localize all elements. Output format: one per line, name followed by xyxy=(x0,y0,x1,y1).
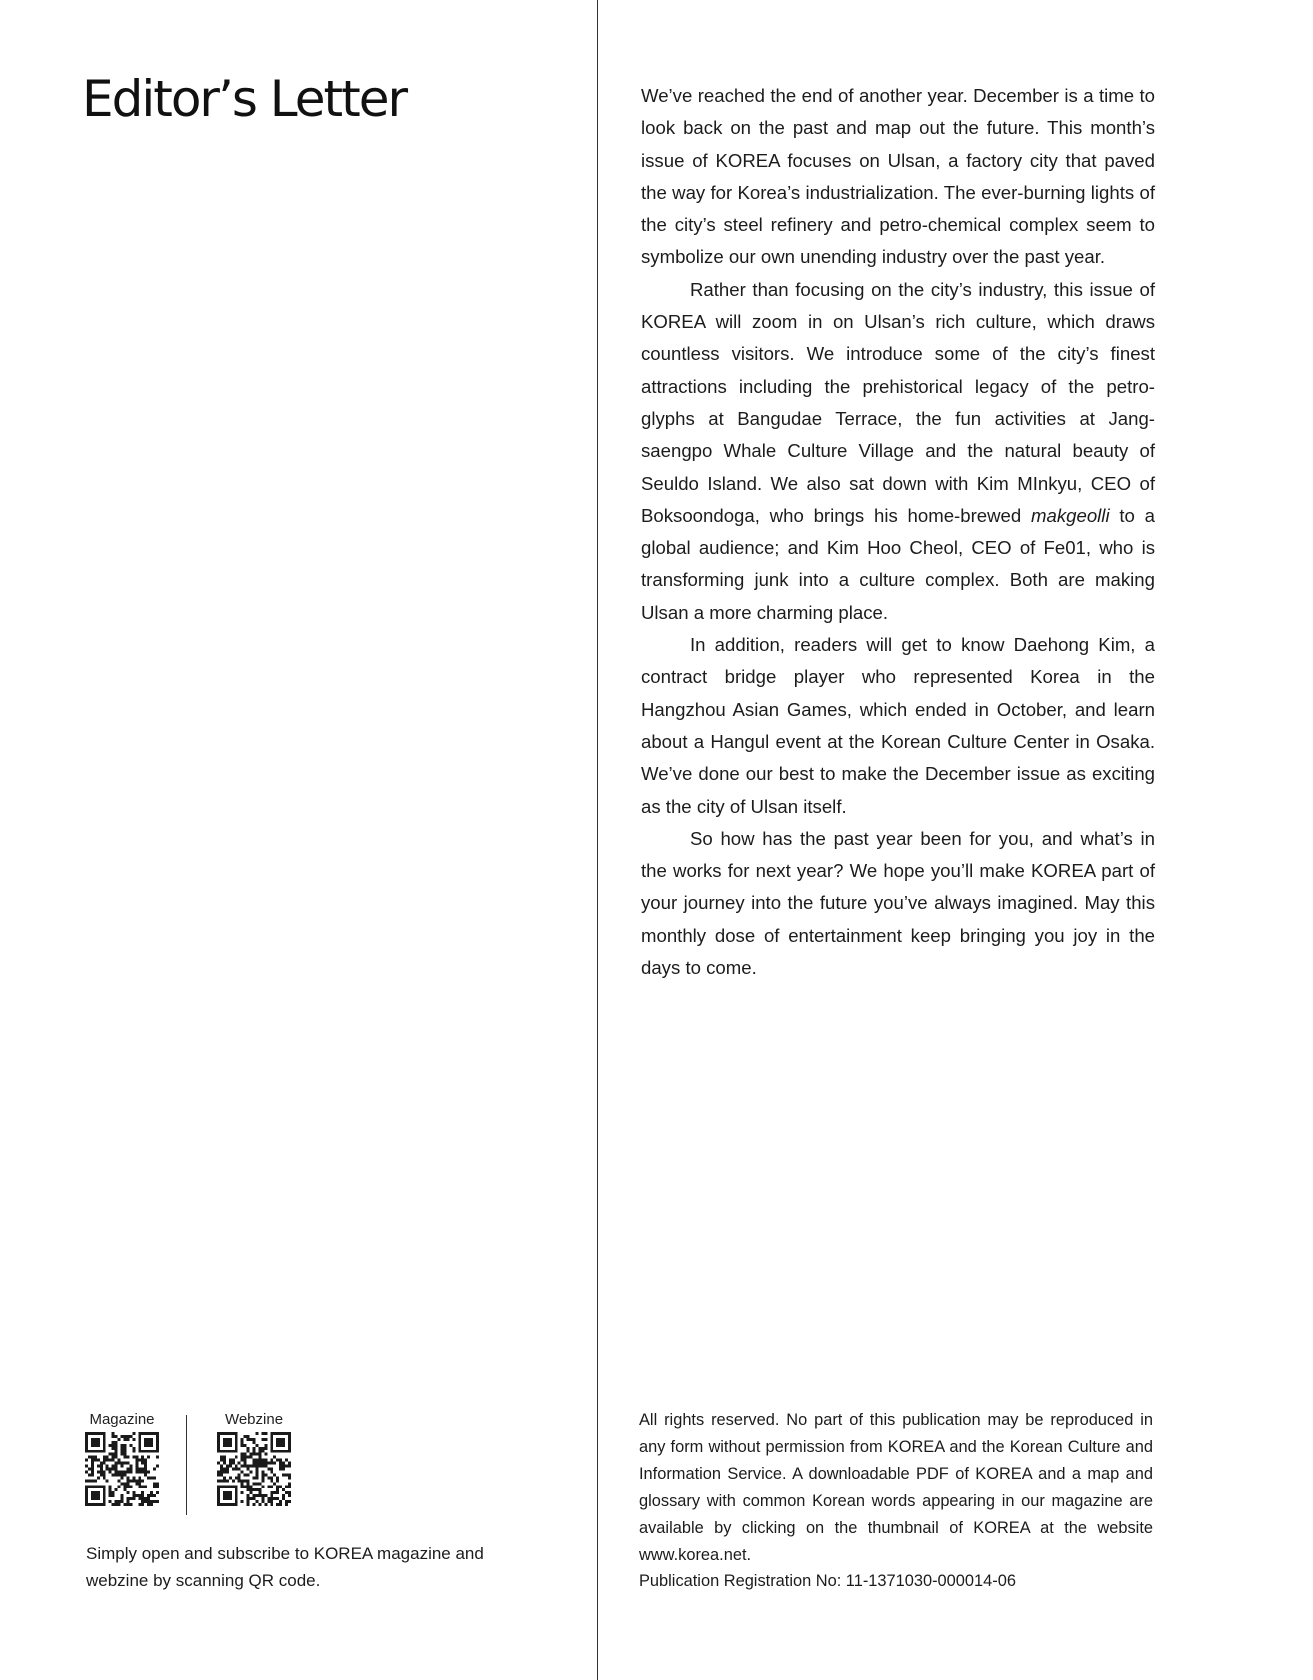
page-title: Editor’s Letter xyxy=(82,70,407,128)
letter-paragraph-1: We’ve reached the end of another year. December is a time to look back on the past and map out the future. This month’s issue of KOREA focuses on Ulsan, a factory city that paved the way for Korea’s industrialization. The ever-burning lights of the city’s steel refinery and petro-chemical complex seem to symbolize our own unending industry over the past year. xyxy=(641,85,1155,268)
magazine-qr[interactable] xyxy=(84,1410,160,1506)
letter-body xyxy=(641,80,1155,984)
qr-caption: Simply open and subscribe to KOREA magazine and webzine by scanning QR code. xyxy=(86,1544,484,1590)
magazine-qr-label: Magazine xyxy=(89,1411,155,1428)
registration-number: Publication Registration No: 11-1371030-000014-06 xyxy=(639,1572,1016,1591)
qr-codes xyxy=(84,1410,304,1520)
rights-notice xyxy=(639,1407,1153,1595)
makgeolli-term: makgeolli xyxy=(1031,504,1110,526)
rights-text: All rights reserved. No part of this publication may be reproduced in any form without permission from KOREA and the Korean Culture and Information Service. A downloadable PDF of KOREA and a map and glossary with common Korean words appearing in our magazine are available by clicking on the thumbnail of KOREA at the website www.korea.net. xyxy=(639,1411,1153,1564)
qr-code-icon xyxy=(217,1432,291,1506)
webzine-qr[interactable] xyxy=(216,1410,292,1506)
qr-divider xyxy=(186,1415,187,1515)
column-divider xyxy=(597,0,598,1680)
letter-paragraph-4: So how has the past year been for you, and what’s in the works for next year? We hope you’ll make KOREA part of your journey into the future you’ve always imagined. May this monthly dose of entertainment keep bringing you joy in the days to come. xyxy=(641,827,1155,979)
letter-paragraph-2 xyxy=(641,274,1155,629)
letter-paragraph-2-start: Rather than focusing on the city’s industry, this issue of KOREA will zoom in on Ulsan’s rich culture, which draws countless visitors. We introduce some of the city’s finest attractions including the prehistorical legacy of the petro-glyphs at Bangudae Terrace, the fun activities at Jang-saengpo Whale Culture Village and the natural beauty of Seuldo Island. We also sat down with Kim MInkyu, CEO of Boksoondoga, who brings his home-brewed xyxy=(641,278,1155,526)
letter-paragraph-3: In addition, readers will get to know Daehong Kim, a contract bridge player who represented Korea in the Hangzhou Asian Games, which ended in October, and learn about a Hangul event at the Korean Culture Center in Osaka. We’ve done our best to make the December issue as exciting as the city of Ulsan itself. xyxy=(641,634,1155,817)
letter-paragraph-2-end: to a global audience; and Kim Hoo Cheol, CEO of Fe01, who is transforming junk into a culture complex. Both are making Ulsan a more charming place. xyxy=(641,504,1155,623)
webzine-qr-label: Webzine xyxy=(224,1411,284,1428)
qr-code-icon xyxy=(85,1432,159,1506)
